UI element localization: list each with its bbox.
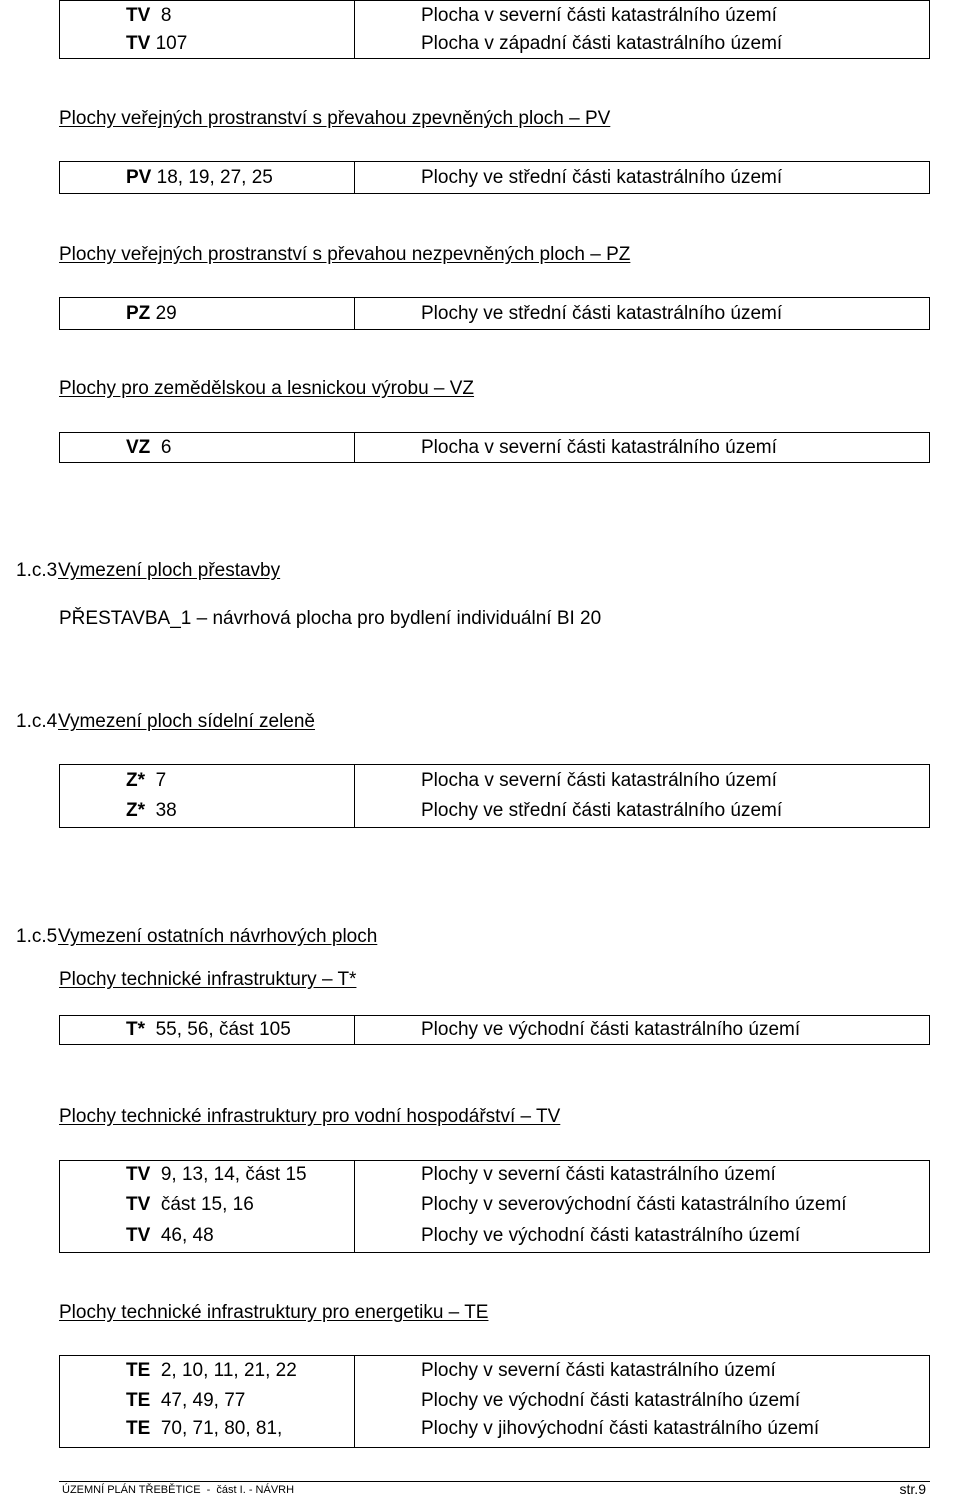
table-row [60, 1225, 929, 1247]
footer-rule [59, 1481, 930, 1482]
section-number: 1.c.3 [16, 560, 58, 581]
section-heading-1c4 [16, 711, 315, 733]
table-row [60, 167, 929, 189]
area-description: Plochy v jihovýchodní části katastrálního území [421, 1418, 820, 1439]
table-row [60, 1360, 929, 1382]
table-row [60, 1164, 929, 1186]
table-te [59, 1355, 930, 1448]
heading-t: Plochy technické infrastruktury – T* [59, 969, 357, 990]
area-description: Plochy v severní části katastrálního území [421, 1360, 776, 1381]
area-number: 7 [155, 770, 167, 791]
area-number: 6 [160, 437, 172, 458]
table-row [60, 800, 929, 822]
area-description: Plochy ve střední části katastrálního území [421, 167, 783, 188]
table-row [60, 437, 929, 459]
area-number: 46, 48 [160, 1225, 214, 1246]
section-heading-1c5 [16, 926, 377, 948]
area-number: 2, 10, 11, 21, 22 [160, 1360, 297, 1381]
table-vz [59, 432, 930, 463]
table-row [60, 5, 929, 27]
area-description: Plocha v západní části katastrálního území [421, 33, 783, 54]
table-row [60, 1019, 929, 1041]
area-code: TE [126, 1390, 151, 1411]
table-row [60, 1390, 929, 1412]
heading-pv: Plochy veřejných prostranství s převahou zpevněných ploch – PV [59, 108, 611, 129]
area-number: 9, 13, 14, část 15 [160, 1164, 307, 1185]
area-code: PZ [126, 303, 151, 324]
heading-tv: Plochy technické infrastruktury pro vodní hospodářství – TV [59, 1106, 561, 1127]
area-description: Plocha v severní části katastrálního území [421, 770, 777, 791]
table-row [60, 1194, 929, 1216]
area-description: Plochy v severní části katastrálního území [421, 1164, 776, 1185]
heading-pz: Plochy veřejných prostranství s převahou nezpevněných ploch – PZ [59, 244, 631, 265]
heading-te: Plochy technické infrastruktury pro energetiku – TE [59, 1302, 489, 1323]
area-code: T* [126, 1019, 145, 1040]
area-description: Plochy ve východní části katastrálního území [421, 1390, 801, 1411]
page-number: str.9 [899, 1481, 926, 1497]
section-heading-1c3 [16, 560, 280, 582]
area-number: 70, 71, 80, 81, [160, 1418, 283, 1439]
table-row [60, 33, 929, 55]
footer-document-title: ÚZEMNÍ PLÁN TŘEBĚTICE - část I. - NÁVRH [62, 1484, 295, 1496]
area-description: Plocha v severní části katastrálního území [421, 437, 777, 458]
area-number: 55, 56, část 105 [155, 1019, 291, 1040]
section-number: 1.c.5 [16, 926, 58, 947]
table-zelen [59, 764, 930, 828]
table-pz [59, 297, 930, 330]
area-code: TE [126, 1360, 151, 1381]
table-row [60, 303, 929, 325]
table-tv-continued [59, 0, 930, 59]
table-row [60, 1418, 929, 1440]
area-description: Plochy ve východní části katastrálního území [421, 1019, 801, 1040]
area-number: 18, 19, 27, 25 [156, 167, 273, 188]
area-code: TV [126, 5, 151, 26]
area-number: 38 [155, 800, 177, 821]
table-pv [59, 161, 930, 194]
area-code: PV [126, 167, 152, 188]
area-number: část 15, 16 [160, 1194, 254, 1215]
area-code: VZ [126, 437, 151, 458]
area-code: TE [126, 1418, 151, 1439]
area-description: Plochy ve východní části katastrálního území [421, 1225, 801, 1246]
area-number: 29 [155, 303, 177, 324]
section-title: Vymezení ploch sídelní zeleně [58, 711, 316, 732]
table-tv [59, 1160, 930, 1253]
prestavba-text: PŘESTAVBA_1 – návrhová plocha pro bydlení individuální BI 20 [59, 608, 602, 629]
area-code: Z* [126, 800, 145, 821]
heading-vz: Plochy pro zemědělskou a lesnickou výrobu – VZ [59, 378, 475, 399]
area-code: Z* [126, 770, 145, 791]
section-number: 1.c.4 [16, 711, 58, 732]
area-code: TV [126, 1164, 151, 1185]
area-description: Plocha v severní části katastrálního území [421, 5, 777, 26]
area-code: TV [126, 33, 151, 54]
section-title: Vymezení ploch přestavby [58, 560, 281, 581]
area-code: TV [126, 1194, 151, 1215]
area-description: Plochy ve střední části katastrálního území [421, 800, 783, 821]
area-description: Plochy ve střední části katastrálního území [421, 303, 783, 324]
area-number: 8 [160, 5, 172, 26]
area-number: 47, 49, 77 [160, 1390, 246, 1411]
section-title: Vymezení ostatních návrhových ploch [58, 926, 378, 947]
area-number: 107 [155, 33, 188, 54]
area-code: TV [126, 1225, 151, 1246]
area-description: Plochy v severovýchodní části katastrálního území [421, 1194, 847, 1215]
table-t [59, 1015, 930, 1045]
table-row [60, 770, 929, 792]
